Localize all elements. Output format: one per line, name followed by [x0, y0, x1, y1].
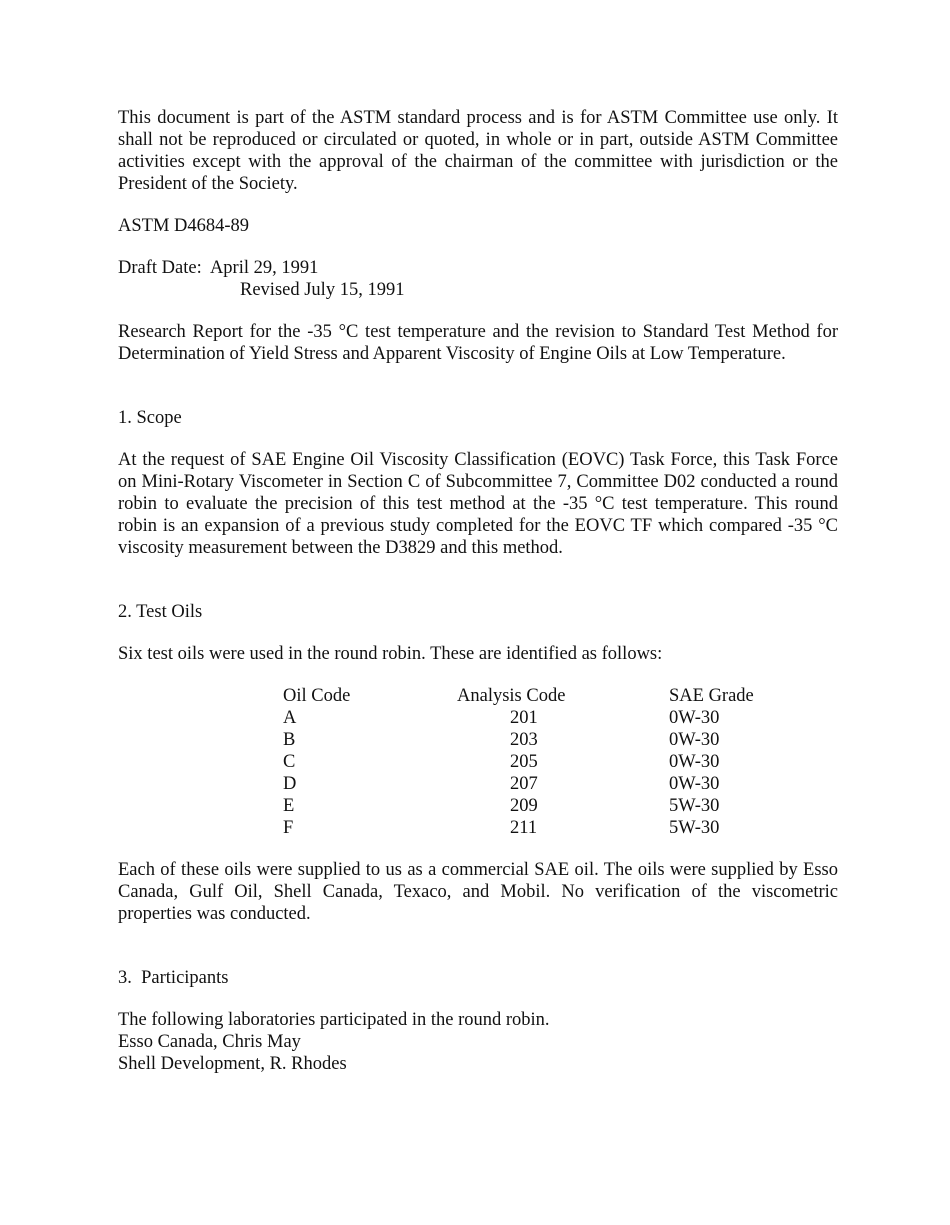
oil-table: [283, 685, 789, 839]
analysis-code-cell: 201: [510, 708, 538, 728]
oil-code-cell: F: [283, 818, 294, 838]
table-row: [283, 751, 789, 773]
table-row: [283, 707, 789, 729]
draft-date: Draft Date: April 29, 1991: [118, 258, 319, 278]
table-row: [283, 817, 789, 839]
analysis-code-cell: 211: [510, 818, 538, 838]
table-row: [283, 729, 789, 751]
test-oils-heading: 2. Test Oils: [118, 602, 203, 622]
participants-intro: The following laboratories participated in the round robin.: [118, 1010, 550, 1030]
sae-grade-cell: 0W-30: [669, 752, 720, 772]
participants-list: [118, 1009, 838, 1075]
oil-code-cell: A: [283, 708, 297, 728]
sae-grade-header: SAE Grade: [669, 686, 754, 706]
oil-supply-note: Each of these oils were supplied to us as a commercial SAE oil. The oils were supplied by Esso Canada, Gulf Oil, Shell Canada, Texaco, and Mobil. No verification of the viscometric properties was conducted.: [118, 860, 838, 924]
oil-table-header-row: [283, 685, 789, 707]
standard-designation: ASTM D4684-89: [118, 216, 250, 236]
analysis-code-header: Analysis Code: [457, 686, 566, 706]
participants-heading: 3. Participants: [118, 968, 229, 988]
scope-text: At the request of SAE Engine Oil Viscosity Classification (EOVC) Task Force, this Task Force on Mini-Rotary Viscometer in Section C of Subcommittee 7, Committee D02 conducted a round robin to evaluate the precision of this test method at the -35 °C test temperature. This round robin is an expansion of a previous study completed for the EOVC TF which compared -35 °C viscosity measurement between the D3829 and this method.: [118, 450, 838, 558]
analysis-code-cell: 203: [510, 730, 538, 750]
test-oils-intro: Six test oils were used in the round robin. These are identified as follows:: [118, 644, 663, 664]
restriction-notice: This document is part of the ASTM standard process and is for ASTM Committee use only. It shall not be reproduced or circulated or quoted, in whole or in part, outside ASTM Committee activities except with the approval of the chairman of the committee with jurisdiction or the President of the Society.: [118, 108, 838, 194]
oil-code-cell: B: [283, 730, 296, 750]
sae-grade-cell: 5W-30: [669, 796, 720, 816]
sae-grade-cell: 5W-30: [669, 818, 720, 838]
list-item: Esso Canada, Chris May: [118, 1032, 301, 1052]
sae-grade-cell: 0W-30: [669, 708, 720, 728]
analysis-code-cell: 207: [510, 774, 538, 794]
oil-code-header: Oil Code: [283, 686, 351, 706]
report-title: Research Report for the -35 °C test temperature and the revision to Standard Test Method for Determination of Yield Stress and Apparent Viscosity of Engine Oils at Low Temperature.: [118, 322, 838, 364]
sae-grade-cell: 0W-30: [669, 774, 720, 794]
document-page: [118, 107, 838, 1075]
sae-grade-cell: 0W-30: [669, 730, 720, 750]
analysis-code-cell: 205: [510, 752, 538, 772]
analysis-code-cell: 209: [510, 796, 538, 816]
oil-code-cell: E: [283, 796, 295, 816]
oil-code-cell: C: [283, 752, 296, 772]
table-row: [283, 773, 789, 795]
date-block: [118, 257, 838, 301]
list-item: Shell Development, R. Rhodes: [118, 1054, 347, 1074]
table-row: [283, 795, 789, 817]
scope-heading: 1. Scope: [118, 408, 182, 428]
oil-code-cell: D: [283, 774, 297, 794]
revised-date: Revised July 15, 1991: [240, 280, 405, 300]
